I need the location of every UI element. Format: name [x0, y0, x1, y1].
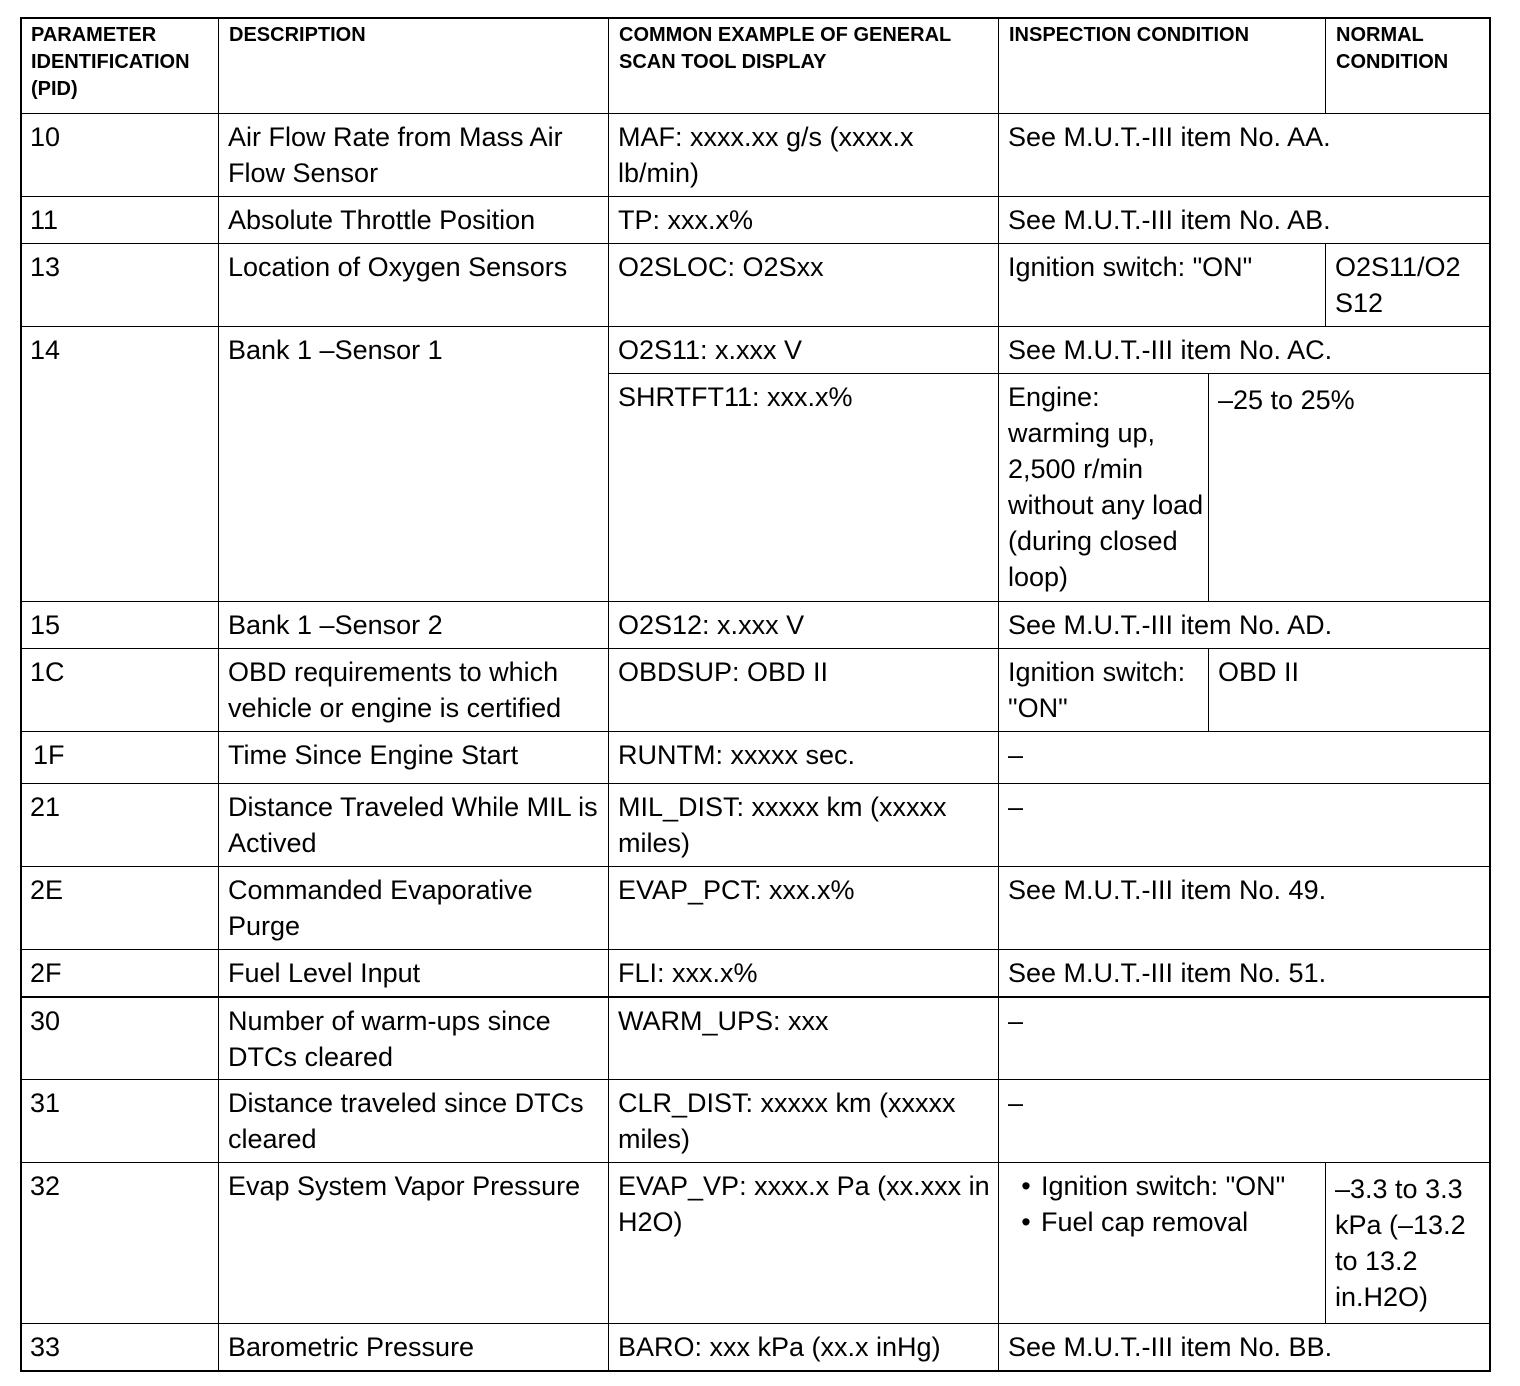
- header-pid: PARAMETER IDENTIFICATION (PID): [20, 17, 219, 114]
- cell-display: TP: xxx.x%: [608, 196, 999, 244]
- cell-pid: 10: [20, 113, 219, 197]
- cell-pid: 31: [20, 1079, 219, 1163]
- cell-description: Commanded Evaporative Purge: [218, 866, 609, 950]
- cell-normal: –3.3 to 3.3 kPa (–13.2 to 13.2 in.H2O): [1325, 1162, 1490, 1324]
- inspection-bullet-text: Fuel cap removal: [1041, 1207, 1249, 1237]
- header-scan-tool-display: COMMON EXAMPLE OF GENERAL SCAN TOOL DISPLAY: [608, 17, 999, 114]
- cell-normal: O2S11/O2 S12: [1325, 243, 1490, 327]
- cell-pid: 2F: [20, 949, 219, 997]
- cell-display: O2S11: x.xxx V: [608, 326, 999, 374]
- cell-inspection: –: [998, 783, 1490, 867]
- cell-description: Number of warm-ups since DTCs cleared: [218, 996, 609, 1080]
- cell-inspection: See M.U.T.-III item No. AB.: [998, 196, 1490, 244]
- cell-description: Bank 1 –Sensor 2: [218, 601, 609, 649]
- header-normal-condition: NORMAL CONDITION: [1325, 17, 1490, 114]
- cell-pid: 13: [20, 243, 219, 327]
- header-inspection-condition: INSPECTION CONDITION: [998, 17, 1326, 114]
- cell-pid: 1F: [20, 731, 219, 784]
- cell-normal: OBD II: [1208, 648, 1490, 732]
- cell-description: Location of Oxygen Sensors: [218, 243, 609, 327]
- cell-pid: 1C: [20, 648, 219, 732]
- cell-pid: 30: [20, 996, 219, 1080]
- cell-display: MAF: xxxx.xx g/s (xxxx.x lb/min): [608, 113, 999, 197]
- cell-description: Evap System Vapor Pressure: [218, 1162, 609, 1324]
- pid-table: [20, 17, 1490, 1372]
- bullet-icon: •: [1021, 1171, 1031, 1201]
- cell-description: Bank 1 –Sensor 1: [218, 326, 609, 602]
- cell-display: SHRTFT11: xxx.x%: [608, 373, 999, 602]
- cell-inspection: See M.U.T.-III item No. 49.: [998, 866, 1490, 950]
- cell-display: MIL_DIST: xxxxx km (xxxxx miles): [608, 783, 999, 867]
- cell-description: Time Since Engine Start: [218, 731, 609, 784]
- cell-display: EVAP_VP: xxxx.x Pa (xx.xxx in H2O): [608, 1162, 999, 1324]
- cell-pid: 33: [20, 1323, 219, 1372]
- cell-description: Barometric Pressure: [218, 1323, 609, 1372]
- bullet-icon: •: [1021, 1207, 1031, 1237]
- cell-pid: 21: [20, 783, 219, 867]
- cell-inspection: [998, 1162, 1326, 1324]
- cell-inspection: See M.U.T.-III item No. AC.: [998, 326, 1490, 374]
- cell-display: O2S12: x.xxx V: [608, 601, 999, 649]
- cell-pid: 32: [20, 1162, 219, 1324]
- cell-description: Absolute Throttle Position: [218, 196, 609, 244]
- cell-inspection: Ignition switch: "ON": [998, 648, 1209, 732]
- cell-inspection: See M.U.T.-III item No. AD.: [998, 601, 1490, 649]
- cell-display: FLI: xxx.x%: [608, 949, 999, 997]
- inspection-bullet-item: [1011, 1204, 1317, 1240]
- cell-normal: –25 to 25%: [1208, 373, 1490, 602]
- cell-pid: 14: [20, 326, 219, 602]
- cell-inspection: –: [998, 731, 1490, 784]
- header-description: DESCRIPTION: [218, 17, 609, 114]
- inspection-bullet-item: [1011, 1168, 1317, 1204]
- cell-inspection: –: [998, 1079, 1490, 1163]
- cell-pid: 11: [20, 196, 219, 244]
- cell-display: RUNTM: xxxxx sec.: [608, 731, 999, 784]
- cell-description: Air Flow Rate from Mass Air Flow Sensor: [218, 113, 609, 197]
- cell-display: EVAP_PCT: xxx.x%: [608, 866, 999, 950]
- cell-inspection: See M.U.T.-III item No. 51.: [998, 949, 1490, 997]
- cell-display: BARO: xxx kPa (xx.x inHg): [608, 1323, 999, 1372]
- cell-inspection: Engine: warming up, 2,500 r/min without any load (during closed loop): [998, 373, 1209, 602]
- cell-pid: 15: [20, 601, 219, 649]
- cell-inspection: See M.U.T.-III item No. BB.: [998, 1323, 1490, 1372]
- cell-display: CLR_DIST: xxxxx km (xxxxx miles): [608, 1079, 999, 1163]
- cell-description: Distance Traveled While MIL is Actived: [218, 783, 609, 867]
- cell-inspection: –: [998, 996, 1490, 1080]
- cell-inspection: Ignition switch: "ON": [998, 243, 1326, 327]
- cell-description: Distance traveled since DTCs cleared: [218, 1079, 609, 1163]
- cell-description: Fuel Level Input: [218, 949, 609, 997]
- cell-display: OBDSUP: OBD II: [608, 648, 999, 732]
- cell-display: O2SLOC: O2Sxx: [608, 243, 999, 327]
- cell-description: OBD requirements to which vehicle or engine is certified: [218, 648, 609, 732]
- cell-pid: 2E: [20, 866, 219, 950]
- cell-inspection: See M.U.T.-III item No. AA.: [998, 113, 1490, 197]
- inspection-bullet-text: Ignition switch: "ON": [1041, 1171, 1286, 1201]
- cell-display: WARM_UPS: xxx: [608, 996, 999, 1080]
